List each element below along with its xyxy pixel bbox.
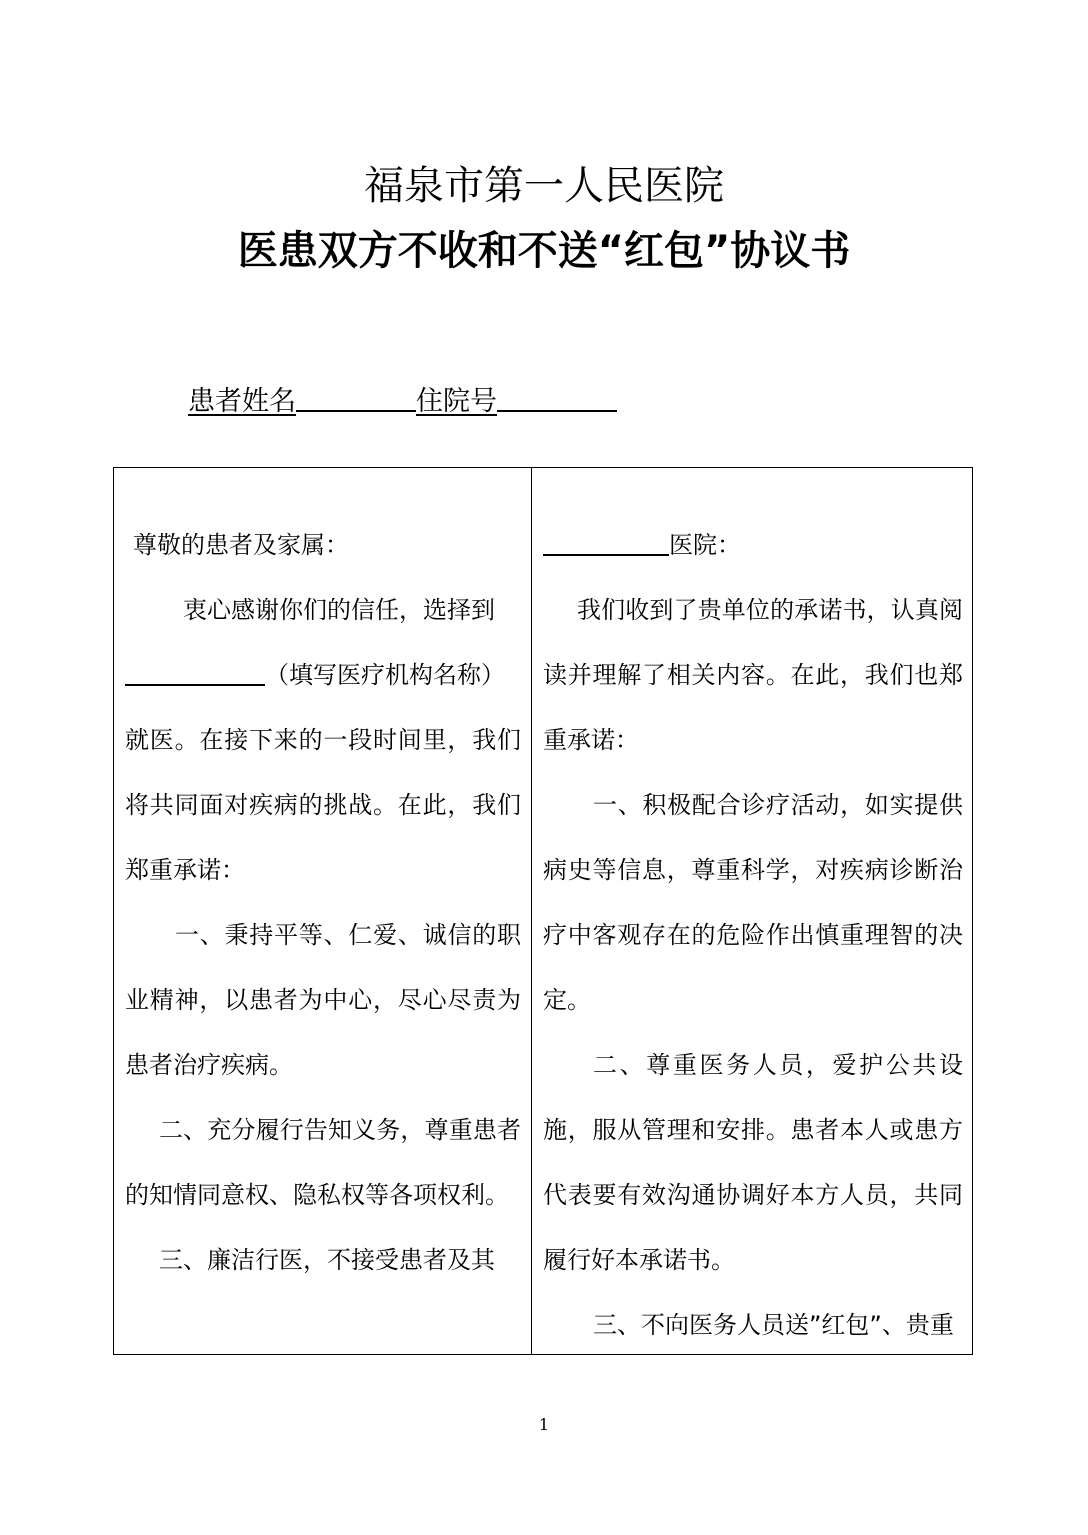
right-salutation [543,513,963,578]
page-number: 1 [538,1415,550,1434]
left-paragraph-3: 二、充分履行告知义务，尊重患者的知情同意权、隐私权等各项权利。 [125,1116,521,1209]
right-paragraph-2: 一、积极配合诊疗活动，如实提供病史等信息，尊重科学，对疾病诊断治疗中客观存在的危险作出慎重理智的决定。 [543,791,963,1014]
institution-name-field[interactable] [125,658,265,686]
right-salutation-text: 医院： [669,531,741,559]
patient-commitment-column [543,513,963,1355]
right-paragraph-1: 我们收到了贵单位的承诺书，认真阅读并理解了相关内容。在此，我们也郑重承诺： [543,596,963,754]
left-paragraph-1c: 就医。在接下来的一段时间里，我们将共同面对疾病的挑战。在此，我们郑重承诺： [125,726,521,884]
patient-info-line [188,380,617,420]
hospital-name-field[interactable] [543,528,669,556]
patient-name-label: 患者姓名 [188,386,296,417]
left-paragraph-2: 一、秉持平等、仁爱、诚信的职业精神，以患者为中心，尽心尽责为患者治疗疾病。 [125,921,521,1079]
hospital-name: 福泉市第一人民医院 [364,163,724,209]
left-paragraph-1a: 衷心感谢你们的信任，选择到 [183,596,495,624]
left-salutation: 尊敬的患者及家属： [133,531,349,559]
patient-name-field[interactable] [296,380,416,412]
agreement-table [113,467,973,1355]
right-paragraph-4: 三、不向医务人员送”红包”、贵重 [593,1311,954,1339]
column-divider [531,468,532,1354]
admission-number-field[interactable] [497,380,617,412]
left-paragraph-1b [125,643,521,708]
left-paragraph-1b-text: （填写医疗机构名称） [265,661,505,689]
right-paragraph-3: 二、尊重医务人员，爱护公共设施，服从管理和安排。患者本人或患方代表要有效沟通协调好本方人员，共同履行好本承诺书。 [543,1051,963,1274]
document-title: 医患双方不收和不送“红包”协议书 [237,228,851,274]
admission-number-label: 住院号 [416,386,497,417]
left-paragraph-4: 三、廉洁行医，不接受患者及其 [159,1246,495,1274]
hospital-commitment-column [125,513,521,1293]
